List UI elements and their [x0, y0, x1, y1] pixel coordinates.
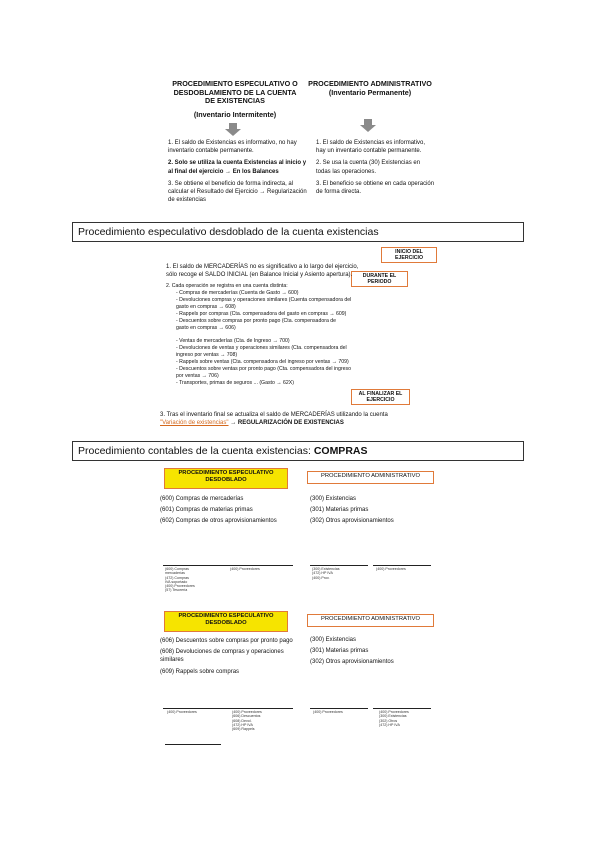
right-point-3: 3. El beneficio se obtiene en cada operación de forma directa. [316, 180, 435, 196]
section-title-compras [72, 441, 524, 461]
left-header-line-1: PROCEDIMIENTO ESPECULATIVO O [172, 79, 298, 88]
box-line-1: PROCEDIMIENTO ESPECULATIVO [178, 613, 274, 619]
ledger-entry-2b: (400) Proveedores (606) Descuentos (608) Devol. (472) HP IVA (609) Rappels [232, 710, 262, 732]
ledger-rule [165, 744, 221, 745]
account-line: (609) Rappels sobre compras [160, 668, 240, 675]
right-procedure-subheader: (Inventario Permanente) [328, 88, 412, 97]
right-procedure-header: PROCEDIMIENTO ADMINISTRATIVO [308, 79, 432, 88]
ledger-entry-1c: (300) Existencias (472) HP IVA (400) Prov. [312, 567, 340, 580]
account-line: (602) Compras de otros aprovisionamientos [160, 518, 277, 525]
variacion-existencias-link: "Variación de existencias" [160, 420, 229, 427]
para-3 [160, 411, 450, 427]
left-point-2: 2. Solo se utiliza la cuenta Existencias al inicio y al final del ejercicio → En los Balances [168, 160, 307, 175]
right-point-2: 2. Se usa la cuenta (30) Existencias en todas las operaciones. [316, 160, 421, 175]
account-line: (606) Descuentos sobre compras por pronto pago [160, 638, 293, 644]
ledger-entry-2d: (400) Proveedores (300) Existencias (302) Otros (472) HP IVA [379, 710, 409, 727]
sales-ops-list [166, 338, 402, 387]
ledger-rule [163, 708, 229, 709]
list-item: ingreso por ventas → 708) [176, 352, 238, 358]
ledger-entry-1b: (400) Proveedores [230, 567, 260, 571]
left-points [168, 139, 310, 204]
account-line: (301) Materias primas [310, 507, 369, 514]
list-item: - Ventas de mercaderías (Cta. de Ingreso → 700) [176, 338, 290, 344]
callout-inicio: INICIO DEL EJERCICIO [381, 247, 437, 263]
ledger-rule [229, 708, 293, 709]
purchase-ops-list [166, 290, 402, 332]
section-title-especulativo: Procedimiento especulativo desdoblado de la cuenta existencias [72, 222, 524, 242]
ledger-entry-2c: (400) Proveedores [313, 710, 343, 714]
list-item: - Compras de mercaderías (Cuenta de Gasto → 600) [176, 290, 299, 296]
administrativo-box-1: PROCEDIMIENTO ADMINISTRATIVO [307, 471, 434, 484]
list-item: - Descuentos sobre ventas por pronto pago (Cta. compensadora del ingreso [176, 366, 352, 372]
callout-al-finalizar: AL FINALIZAR EL EJERCICIO [351, 389, 410, 405]
list-item: por ventas → 706) [176, 373, 219, 379]
para-1a: 1. El saldo de MERCADERÍAS no es significativo a lo largo del ejercicio, [166, 264, 359, 270]
ledger-rule [310, 565, 368, 566]
account-line: (300) Existencias [310, 637, 357, 643]
ledger-rule [373, 708, 431, 709]
ledger-entry-1d: (400) Proveedores [376, 567, 406, 571]
list-item: - Transportes, primas de seguros ... (Gasto → 62X) [176, 380, 294, 386]
especulativo-box-2 [164, 611, 288, 632]
section1-body [166, 263, 406, 279]
account-line: (600) Compras de mercaderías [160, 496, 244, 502]
especulativo-box-1 [164, 468, 288, 489]
administrativo-accounts-2 [310, 636, 440, 667]
ledger-rule [229, 565, 293, 566]
account-line: (608) Devoluciones de compras y operaciones similares [160, 649, 284, 664]
para-3a: 3. Tras el inventario final se actualiza el saldo de MERCADERÍAS utilizando la cuenta [160, 412, 388, 418]
ledger-rule [373, 565, 431, 566]
box-line-1: PROCEDIMIENTO ESPECULATIVO [178, 470, 274, 476]
list-item: gasto en compras → 608) [176, 304, 236, 310]
administrativo-box-2: PROCEDIMIENTO ADMINISTRATIVO [307, 614, 434, 627]
para-3b [160, 419, 450, 427]
ledger-rule [163, 565, 229, 566]
account-line: (601) Compras de materias primas [160, 507, 253, 514]
list-item: - Rappels por compras (Cta. compensadora del gasto en compras → 609) [176, 311, 347, 317]
left-point-1: 1. El saldo de Existencias es informativo, no hay inventario contable permanente. [168, 140, 297, 155]
left-procedure-header [168, 80, 302, 106]
left-header-line-3: DE EXISTENCIAS [205, 96, 265, 105]
account-line: (301) Materias primas [310, 648, 369, 655]
list-item: - Descuentos sobre compras por pronto pago (Cta. compensadora de [176, 318, 337, 324]
right-points [316, 139, 436, 196]
regularizacion-text: → REGULARIZACIÓN DE EXISTENCIAS [230, 420, 344, 427]
account-line: (300) Existencias [310, 496, 357, 502]
list-item: - Devoluciones de ventas y operaciones similares (Cta. compensadora del [176, 345, 347, 351]
list-item: - Devoluciones compras y operaciones similares (Cuenta compensadora del [176, 297, 352, 303]
callout-durante: DURANTE EL PERIODO [351, 271, 408, 287]
para-1b: sólo recoge el SALDO INICIAL (en Balance Inicial y Asiento apertura). [166, 272, 353, 279]
ledger-rule [310, 708, 368, 709]
account-line: (302) Otros aprovisionamientos [310, 518, 394, 525]
para-2: 2. Cada operación se registra en una cuenta distinta: [166, 283, 288, 289]
list-item: gasto en compras → 606) [176, 325, 236, 331]
ledger-entry-2a: (400) Proveedores [167, 710, 197, 714]
left-header-line-2: DESDOBLAMIENTO DE LA CUENTA [173, 87, 297, 97]
ledger-entry-1a: (600) Compras mercaderías (472) Compras IVA soportado (400) Proveedores (57) Tesorería [165, 567, 195, 593]
left-procedure-subheader: (Inventario Intermitente) [193, 110, 277, 119]
section-title-bold: COMPRAS [313, 445, 368, 457]
section-title-regular: Procedimiento contables de la cuenta existencias: [78, 445, 314, 457]
right-point-1: 1. El saldo de Existencias es informativo, hay un inventario contable permanente. [316, 140, 426, 155]
administrativo-accounts-1 [310, 495, 440, 526]
left-point-3: 3. Se obtiene el beneficio de forma indirecta, al calcular el Resultado del Ejercicio → Regularización de existencias [168, 180, 307, 204]
box-line-2: DESDOBLADO [205, 620, 247, 626]
especulativo-accounts-2 [160, 637, 300, 676]
box-line-2: DESDOBLADO [205, 477, 247, 483]
account-line: (302) Otros aprovisionamientos [310, 659, 394, 666]
especulativo-accounts-1 [160, 495, 300, 526]
section1-list [166, 283, 402, 387]
list-item: - Rappels sobre ventas (Cta. compensadora del ingreso por ventas → 709) [176, 359, 349, 365]
